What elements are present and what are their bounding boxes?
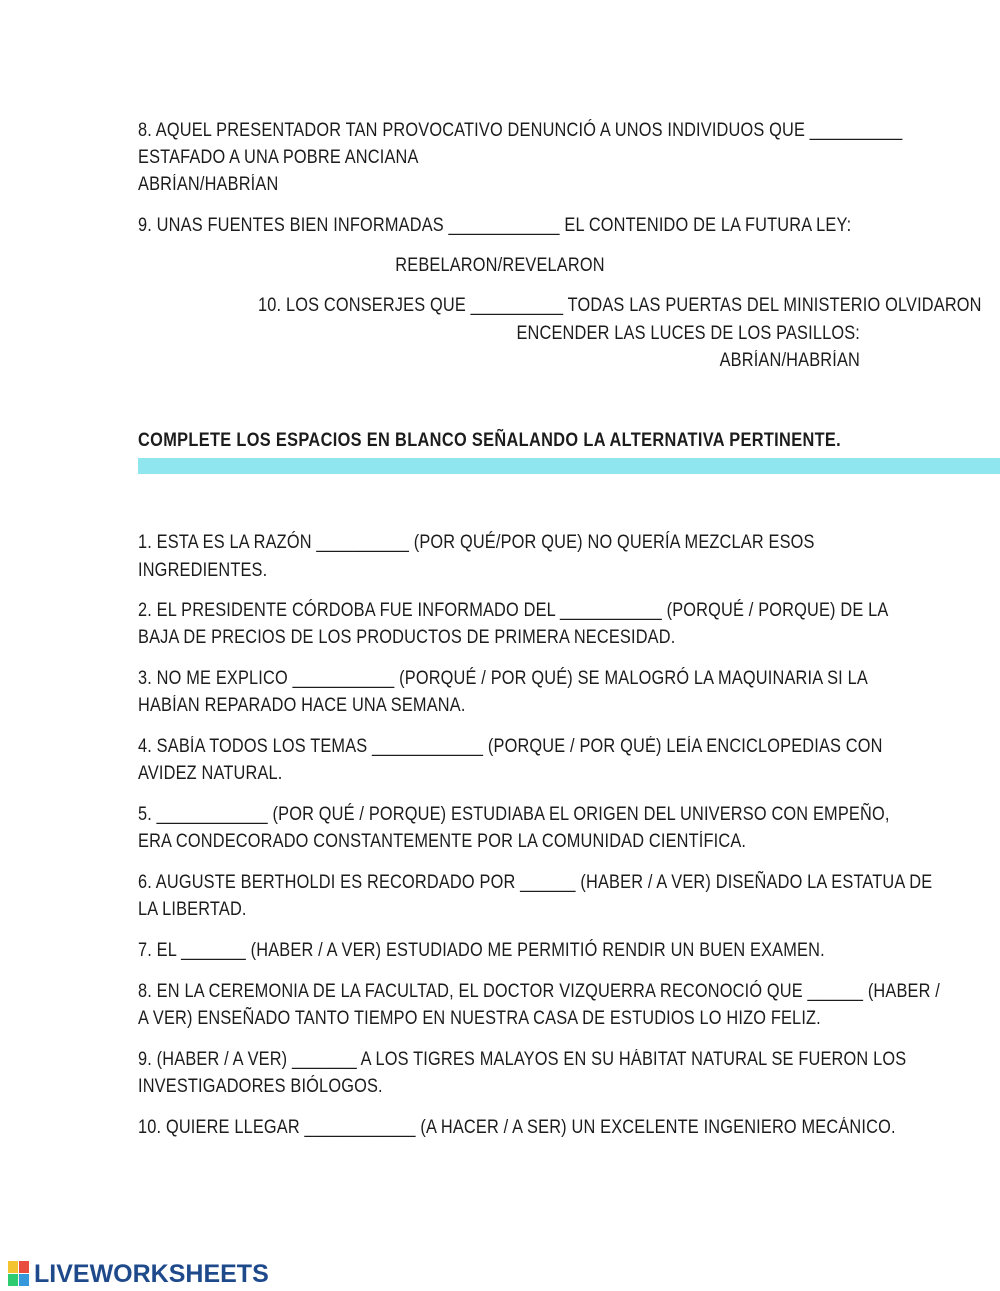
question-10-line1: 10. QUIERE LLEGAR ____________ (A HACER / A SER) UN EXCELENTE INGENIERO MECÁNICO.	[138, 1117, 896, 1138]
question-8-line1: 8. EN LA CEREMONIA DE LA FACULTAD, EL DOCTOR VIZQUERRA RECONOCIÓ QUE ______ (HABER /	[138, 981, 941, 1002]
liveworksheets-logo-icon	[8, 1261, 30, 1287]
top-item-8-line3: ABRÍAN/HABRÍAN	[138, 174, 279, 195]
question-7-line1: 7. EL _______ (HABER / A VER) ESTUDIADO ME PERMITIÓ RENDIR UN BUEN EXAMEN.	[138, 940, 825, 961]
top-item-9-options: REBELARON/REVELARON	[395, 255, 605, 276]
top-item-10-line3: ABRÍAN/HABRÍAN	[719, 350, 860, 371]
top-item-8-line1: 8. AQUEL PRESENTADOR TAN PROVOCATIVO DENUNCIÓ A UNOS INDIVIDUOS QUE __________	[138, 120, 903, 141]
question-6-line1: 6. AUGUSTE BERTHOLDI ES RECORDADO POR ______ (HABER / A VER) DISEÑADO LA ESTATUA DE	[138, 872, 933, 893]
question-4-line1: 4. SABÍA TODOS LOS TEMAS ____________ (PORQUE / POR QUÉ) LEÍA ENCICLOPEDIAS CON	[138, 736, 883, 757]
logo-text: LIVEWORKSHEETS	[34, 1259, 269, 1288]
question-5-line1: 5. ____________ (POR QUÉ / PORQUE) ESTUDIABA EL ORIGEN DEL UNIVERSO CON EMPEÑO,	[138, 804, 890, 825]
question-2-line1: 2. EL PRESIDENTE CÓRDOBA FUE INFORMADO DEL ___________ (PORQUÉ / PORQUE) DE LA	[138, 600, 889, 621]
question-3-line2: HABÍAN REPARADO HACE UNA SEMANA.	[138, 695, 466, 716]
section-heading: COMPLETE LOS ESPACIOS EN BLANCO SEÑALANDO LA ALTERNATIVA PERTINENTE.	[138, 430, 842, 451]
question-2-line2: BAJA DE PRECIOS DE LOS PRODUCTOS DE PRIMERA NECESIDAD.	[138, 627, 676, 648]
top-item-10-line1: 10. LOS CONSERJES QUE __________ TODAS LAS PUERTAS DEL MINISTERIO OLVIDARON	[258, 295, 982, 316]
liveworksheets-logo	[8, 1259, 269, 1289]
question-1-line2: INGREDIENTES.	[138, 560, 268, 581]
question-5-line2: ERA CONDECORADO CONSTANTEMENTE POR LA COMUNIDAD CIENTÍFICA.	[138, 831, 747, 852]
question-6-line2: LA LIBERTAD.	[138, 899, 247, 920]
question-3-line1: 3. NO ME EXPLICO ___________ (PORQUÉ / POR QUÉ) SE MALOGRÓ LA MAQUINARIA SI LA	[138, 668, 868, 689]
question-1-line1: 1. ESTA ES LA RAZÓN __________ (POR QUÉ/POR QUE) NO QUERÍA MEZCLAR ESOS	[138, 532, 815, 553]
top-item-9-line1: 9. UNAS FUENTES BIEN INFORMADAS ____________ EL CONTENIDO DE LA FUTURA LEY:	[138, 215, 852, 236]
question-4-line2: AVIDEZ NATURAL.	[138, 763, 283, 784]
top-item-8-line2: ESTAFADO A UNA POBRE ANCIANA	[138, 147, 419, 168]
top-item-10-line2: ENCENDER LAS LUCES DE LOS PASILLOS:	[516, 323, 860, 344]
question-9-line1: 9. (HABER / A VER) _______ A LOS TIGRES MALAYOS EN SU HÁBITAT NATURAL SE FUERON LOS	[138, 1049, 907, 1070]
accent-bar	[138, 458, 1000, 474]
question-9-line2: INVESTIGADORES BIÓLOGOS.	[138, 1076, 383, 1097]
question-8-line2: A VER) ENSEÑADO TANTO TIEMPO EN NUESTRA CASA DE ESTUDIOS LO HIZO FELIZ.	[138, 1008, 821, 1029]
